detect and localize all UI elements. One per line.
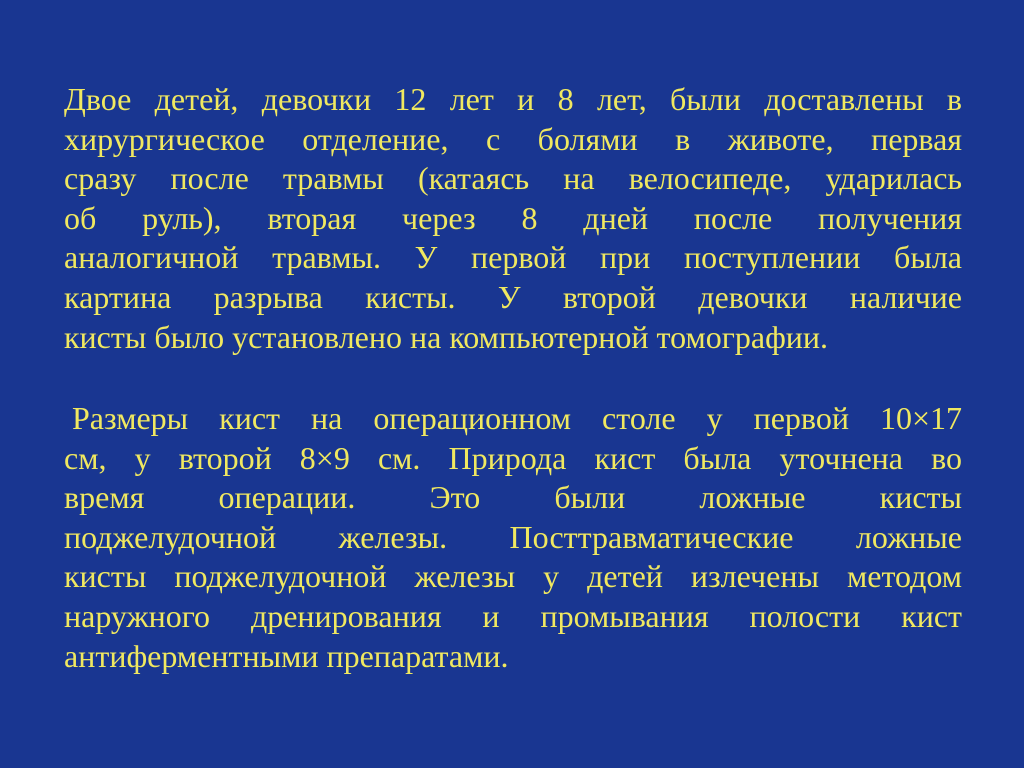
text-line: кисты было установлено на компьютерной томографии. (64, 318, 829, 355)
text-line: хирургическое отделение, с болями в животе, первая (64, 120, 962, 157)
cyst-findings-paragraph (64, 399, 962, 676)
text-line: наружного дренирования и промывания полости кист (64, 597, 962, 634)
text-line: кисты поджелудочной железы у детей излечены методом (64, 558, 962, 595)
text-line: поджелудочной железы. Посттравматические ложные (64, 518, 962, 555)
text-line: картина разрыва кисты. У второй девочки наличие (64, 278, 962, 315)
text-line: сразу после травмы (катаясь на велосипеде, ударилась (64, 160, 962, 197)
text-line: Двое детей, девочки 12 лет и 8 лет, были доставлены в (64, 81, 962, 117)
text-line: Размеры кист на операционном столе у первой 10×17 (72, 400, 962, 436)
text-line: время операции. Это были ложные кисты (64, 479, 962, 516)
case-description-paragraph (64, 80, 962, 357)
text-line: аналогичной травмы. У первой при поступлении была (64, 239, 962, 276)
text-line: антиферментными препаратами. (64, 637, 509, 674)
text-line: об руль), вторая через 8 дней после получения (64, 199, 962, 236)
text-line: см, у второй 8×9 см. Природа кист была уточнена во (64, 439, 962, 476)
